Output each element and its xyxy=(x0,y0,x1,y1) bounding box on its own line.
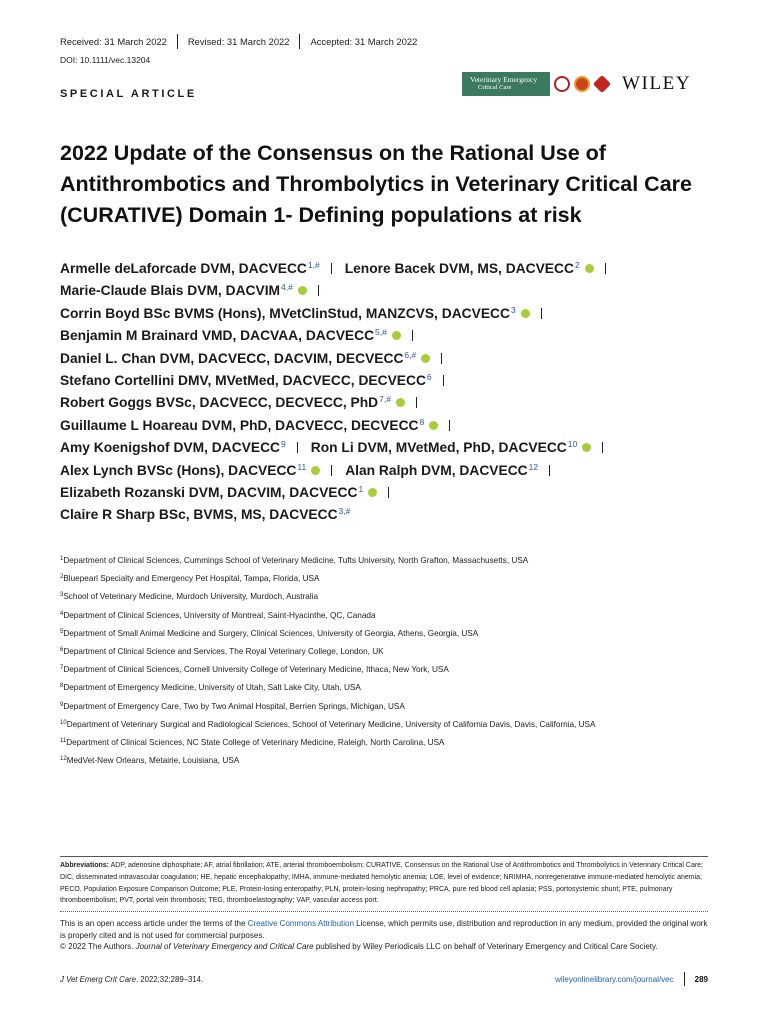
author-name: Robert Goggs BVSc, DACVECC, DECVECC, PhD xyxy=(60,395,379,411)
author-separator xyxy=(318,285,319,296)
author-name: Elizabeth Rozanski DVM, DACVIM, DACVECC xyxy=(60,484,358,500)
journal-logo-line1: Veterinary Emergency xyxy=(470,75,538,84)
footer-citation xyxy=(60,975,203,984)
author-line xyxy=(60,478,740,500)
abbreviations-label: Abbreviations: xyxy=(60,862,110,869)
footer-citation-details: . 2022;32:289–314. xyxy=(135,975,204,984)
article-history xyxy=(60,34,427,49)
author-separator xyxy=(443,375,444,386)
affiliation-number: 8 xyxy=(60,683,64,690)
affiliation-text: Department of Clinical Sciences, NC State College of Veterinary Medicine, Raleigh, North Carolina, USA xyxy=(66,737,445,747)
affiliation-text: Department of Clinical Science and Services, The Royal Veterinary College, London, UK xyxy=(63,646,384,656)
author-name: Corrin Boyd BSc BVMS (Hons), MVetClinStud, MANZCVS, DACVECC xyxy=(60,305,510,321)
journal-logo-line2: Critical Care xyxy=(478,84,512,91)
author xyxy=(60,485,402,500)
author-list xyxy=(60,254,740,523)
author-line xyxy=(60,276,740,298)
author-line xyxy=(60,366,740,388)
author xyxy=(60,395,430,410)
affiliation xyxy=(60,586,740,604)
accepted-date: Accepted: 31 March 2022 xyxy=(299,34,427,49)
author-affiliation-ref[interactable]: 1 xyxy=(358,483,364,494)
author-line xyxy=(60,344,740,366)
author-name: Lenore Bacek DVM, MS, DACVECC xyxy=(344,261,574,276)
author-line xyxy=(60,254,740,276)
copyright-journal-name: Journal of Veterinary Emergency and Critical Care xyxy=(135,942,314,952)
section-label: SPECIAL ARTICLE xyxy=(60,88,197,100)
license-text-continued: License, which permits use, distribution and reproduction in any medium, provided the original work is properly cited and is not used for commercial purposes. xyxy=(60,919,708,940)
author-affiliation-ref[interactable]: 9 xyxy=(281,439,286,450)
affiliation-number: 7 xyxy=(60,665,64,672)
author-separator xyxy=(441,353,442,364)
orcid-icon[interactable] xyxy=(368,488,377,497)
copyright-text: © 2022 The Authors. xyxy=(60,942,136,952)
author-separator xyxy=(388,487,389,498)
orcid-icon[interactable] xyxy=(521,309,530,318)
society-cross-icon xyxy=(593,75,611,93)
author xyxy=(60,507,350,522)
author-affiliation-ref[interactable]: 4,# xyxy=(281,282,293,293)
affiliation-number: 11 xyxy=(60,737,67,744)
author-separator xyxy=(549,465,550,476)
affiliation-text: School of Veterinary Medicine, Murdoch University, Murdoch, Australia xyxy=(63,592,319,602)
affiliation xyxy=(60,605,740,623)
license-statement xyxy=(60,911,708,953)
author xyxy=(60,463,345,478)
author xyxy=(60,373,457,388)
author-affiliation-ref[interactable]: 6,# xyxy=(404,349,417,360)
author-line xyxy=(60,500,740,522)
author-name: Stefano Cortellini DMV, MVetMed, DACVECC, DECVECC xyxy=(60,372,426,388)
author-affiliation-ref[interactable]: 8 xyxy=(419,416,425,427)
author-separator xyxy=(412,330,413,341)
publisher-branding xyxy=(462,71,691,97)
affiliation-number: 12 xyxy=(60,756,67,763)
affiliation-number: 1 xyxy=(60,556,64,562)
revised-date: Revised: 31 March 2022 xyxy=(177,34,300,49)
author xyxy=(345,463,563,478)
orcid-icon[interactable] xyxy=(429,421,438,430)
author-affiliation-ref[interactable]: 10 xyxy=(567,439,578,450)
copyright-text-continued: published by Wiley Periodicals LLC on behalf of Veterinary Emergency and Critical Care Society. xyxy=(313,942,658,952)
author xyxy=(311,440,617,455)
affiliation xyxy=(60,550,740,568)
author-separator xyxy=(297,442,298,453)
author-line xyxy=(60,299,740,321)
author xyxy=(60,306,555,321)
doi: DOI: 10.1111/vec.13204 xyxy=(60,55,151,65)
author-separator xyxy=(331,263,332,274)
society-seal-icon xyxy=(554,76,570,92)
affiliation-text: Department of Clinical Sciences, Cornell University College of Veterinary Medicine, Ithaca, New York, USA xyxy=(63,665,449,675)
affiliation-number: 3 xyxy=(60,592,64,599)
affiliation-text: Bluepearl Specialty and Emergency Pet Hospital, Tampa, Florida, USA xyxy=(63,574,320,584)
affiliation xyxy=(60,750,740,768)
affiliation-number: 5 xyxy=(60,628,64,635)
orcid-icon[interactable] xyxy=(311,466,320,475)
affiliation xyxy=(60,677,740,695)
author-name: Benjamin M Brainard VMD, DACVAA, DACVECC xyxy=(60,328,375,344)
author-name: Marie-Claude Blais DVM, DACVIM xyxy=(60,283,281,299)
orcid-icon[interactable] xyxy=(585,264,594,273)
affiliation-text: Department of Small Animal Medicine and Surgery, Clinical Sciences, University of Georgia, Athens, Georgia, USA xyxy=(63,628,479,638)
affiliation-number: 6 xyxy=(60,646,64,653)
affiliation-text: MedVet-New Orleans, Metairie, Louisiana, USA xyxy=(66,756,240,766)
affiliation-number: 4 xyxy=(60,610,64,617)
author-affiliation-ref[interactable]: 12 xyxy=(528,461,539,472)
affiliation-text: Department of Emergency Care, Two by Two Animal Hospital, Berrien Springs, Michigan, USA xyxy=(63,701,405,711)
article-title: 2022 Update of the Consensus on the Rational Use of Antithrombotics and Thrombolytics in Veterinary Critical Care (CURATIVE) Domain 1- Defining populations at risk xyxy=(60,141,692,227)
author-affiliation-ref[interactable]: 3,# xyxy=(338,506,351,517)
affiliation xyxy=(60,641,740,659)
author-line xyxy=(60,411,740,433)
author-name: Amy Koenigshof DVM, DACVECC xyxy=(60,440,280,456)
author-line xyxy=(60,433,740,455)
abbreviations-text: ADP, adenosine diphosphate; AF, atrial fibrillation; ATE, arterial thromboembolism; CURATIVE, Consensus on the Rational Use of Antithrombotics and Thrombolytics in Veterinary Critical Care; DIC, disseminated intravascular coagulation; HE, hepatic encephalopathy; IMHA, immune-mediated hemolytic anemia; LOE, level of evidence; NRIMHA, nonregenerative immune-mediated hemolytic anemia; PECO, Population Exposure Comparison Outcome; PLE, Protein-losing enteropathy; PLN, protein-losing nephropathy; PRCA, pure red blood cell aplasia; PSS, portosystemic shunt; PTE, pulmonary thromboembolism; PVT, portal vein thrombosis; TEG, thromboelastography; VAP, vascular access port. xyxy=(60,862,704,905)
footer-journal-abbrev: J Vet Emerg Crit Care xyxy=(60,975,136,984)
author-separator xyxy=(602,442,603,453)
author-separator xyxy=(605,263,606,274)
footer-divider xyxy=(684,972,685,986)
author-name: Daniel L. Chan DVM, DACVECC, DACVIM, DECVECC xyxy=(60,350,404,366)
footer-right xyxy=(555,972,708,986)
license-text: This is an open access article under the terms of the xyxy=(60,919,248,928)
affiliation-text: Department of Emergency Medicine, University of Utah, Salt Lake City, Utah, USA xyxy=(63,683,361,693)
author-line xyxy=(60,321,740,343)
author xyxy=(60,351,455,366)
affiliation xyxy=(60,732,740,750)
author-affiliation-ref[interactable]: 7,# xyxy=(379,394,391,405)
affiliation xyxy=(60,714,740,732)
author xyxy=(60,328,426,343)
author-affiliation-ref[interactable]: 3 xyxy=(510,304,516,315)
author-affiliation-ref[interactable]: 11 xyxy=(297,461,307,472)
orcid-icon[interactable] xyxy=(298,286,307,295)
author-name: Guillaume L Hoareau DVM, PhD, DACVECC, DECVECC xyxy=(60,417,419,433)
affiliation-text: Department of Clinical Sciences, University of Montreal, Saint-Hyacinthe, QC, Canada xyxy=(63,610,376,620)
author-name: Ron Li DVM, MVetMed, PhD, DACVECC xyxy=(310,440,567,456)
journal-url-link[interactable]: wileyonlinelibrary.com/journal/vec xyxy=(555,974,674,984)
author xyxy=(60,261,345,276)
orcid-icon[interactable] xyxy=(392,331,401,340)
author-affiliation-ref[interactable]: 6 xyxy=(426,371,432,382)
page-number: 289 xyxy=(694,974,708,984)
author-name: Claire R Sharp BSc, BVMS, MS, DACVECC xyxy=(60,507,338,523)
affiliation xyxy=(60,696,740,714)
orcid-icon[interactable] xyxy=(396,398,405,407)
affiliation-number: 10 xyxy=(60,719,67,726)
author-line xyxy=(60,388,740,410)
affiliation-number: 2 xyxy=(60,574,64,581)
affiliation-text: Department of Veterinary Surgical and Radiological Sciences, School of Veterinary Medicine, University of California Davis, Davis, California, USA xyxy=(66,719,596,729)
author-name: Alan Ralph DVM, DACVECC xyxy=(345,462,528,478)
author-affiliation-ref[interactable]: 5,# xyxy=(375,327,387,338)
author-name: Armelle deLaforcade DVM, DACVECC xyxy=(60,261,307,276)
author-separator xyxy=(449,420,450,431)
journal-logo xyxy=(462,72,550,96)
author-separator xyxy=(541,308,542,319)
author xyxy=(60,283,332,298)
society-emblem-icon xyxy=(574,76,590,92)
publisher-logo: WILEY xyxy=(622,73,692,94)
author xyxy=(345,261,619,276)
author-affiliation-ref[interactable]: 2 xyxy=(574,260,580,270)
affiliation-text: Department of Clinical Sciences, Cummings School of Veterinary Medicine, Tufts University, North Grafton, Massachusetts, USA xyxy=(63,556,529,565)
creative-commons-link[interactable]: Creative Commons Attribution xyxy=(247,919,354,928)
orcid-icon[interactable] xyxy=(421,354,430,363)
author-name: Alex Lynch BVSc (Hons), DACVECC xyxy=(60,462,297,478)
affiliation-list xyxy=(60,550,740,768)
author xyxy=(60,440,311,455)
affiliation-number: 9 xyxy=(60,701,64,708)
abbreviations-footnote xyxy=(60,856,708,907)
author-separator xyxy=(331,465,332,476)
author-separator xyxy=(416,397,417,408)
affiliation xyxy=(60,659,740,677)
author-line xyxy=(60,456,740,478)
author xyxy=(60,418,463,433)
affiliation xyxy=(60,623,740,641)
affiliation xyxy=(60,568,740,586)
author-affiliation-ref[interactable]: 1,# xyxy=(307,260,320,270)
orcid-icon[interactable] xyxy=(582,443,591,452)
received-date: Received: 31 March 2022 xyxy=(60,36,167,47)
